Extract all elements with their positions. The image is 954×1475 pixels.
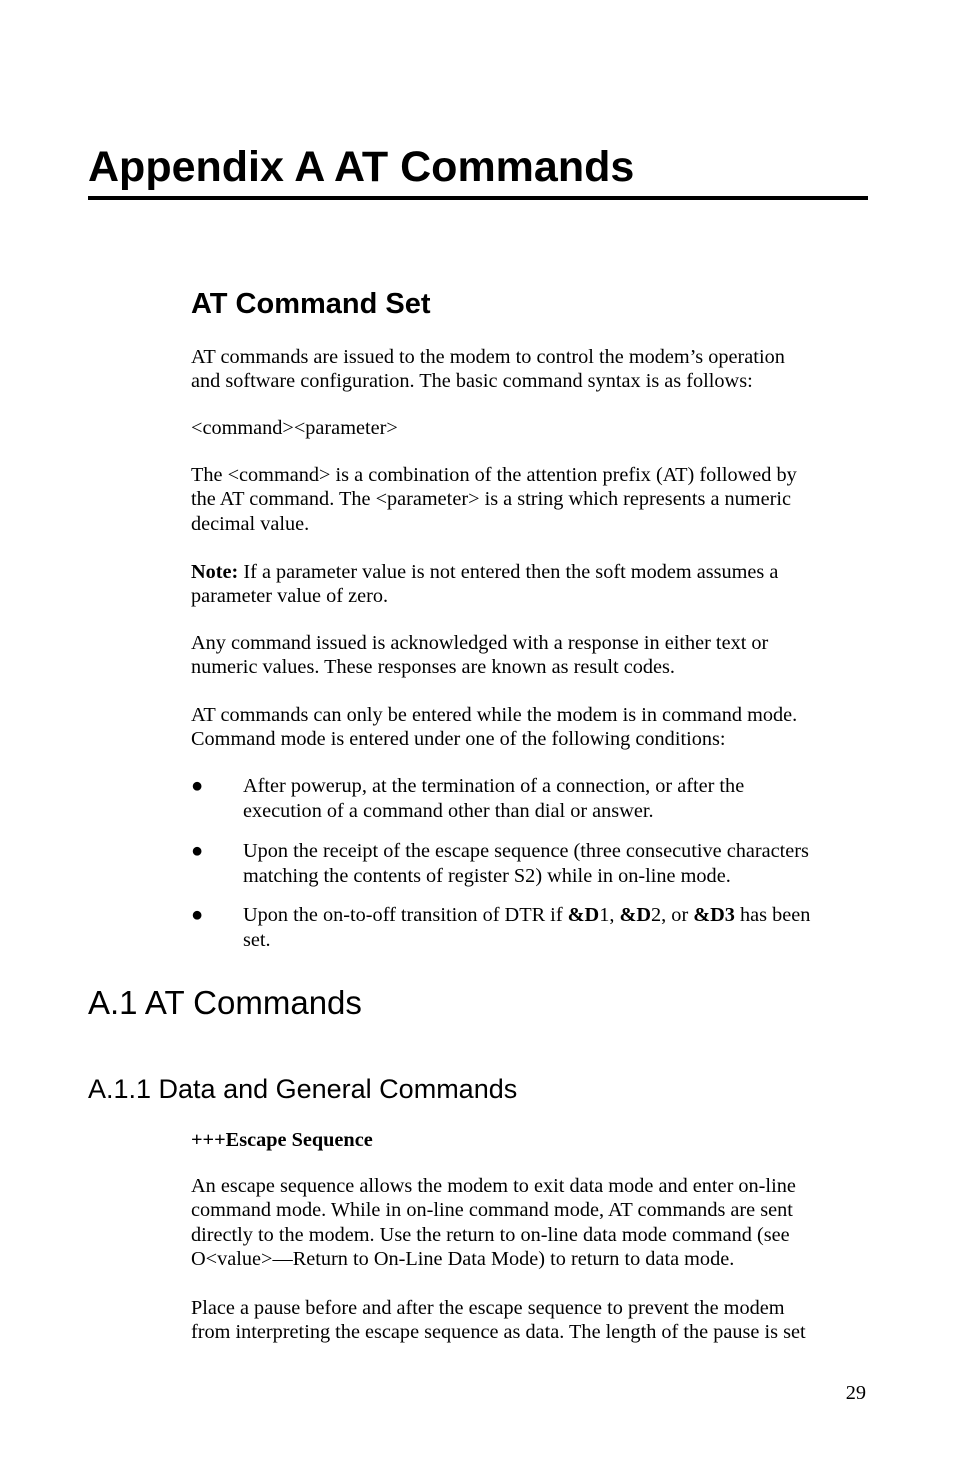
bullet-icon: ● bbox=[191, 904, 204, 926]
text-run: 1, bbox=[599, 904, 620, 926]
command-name: &D bbox=[567, 904, 600, 926]
text-line: execution of a command other than dial or answer. bbox=[243, 799, 654, 822]
text-line: An escape sequence allows the modem to exit data mode and enter on-line bbox=[191, 1175, 796, 1197]
text-line: Any command issued is acknowledged with a response in either text or bbox=[191, 632, 769, 654]
intro-paragraph-3 bbox=[191, 631, 861, 680]
text-line: <command><parameter> bbox=[191, 417, 398, 439]
note-label: Note: bbox=[191, 561, 239, 583]
text-line: directly to the modem. Use the return to on-line data mode command (see bbox=[191, 1223, 790, 1246]
bullet-text bbox=[243, 774, 863, 823]
text-line: O<value>—Return to On-Line Data Mode) to return to data mode. bbox=[191, 1247, 735, 1270]
text-line: matching the contents of register S2) while in on-line mode. bbox=[243, 864, 731, 887]
text-run: 2, or bbox=[651, 904, 694, 926]
text-line: Upon the receipt of the escape sequence (three consecutive characters bbox=[243, 840, 809, 862]
text-line: After powerup, at the termination of a connection, or after the bbox=[243, 775, 745, 797]
text-line: The <command> is a combination of the attention prefix (AT) followed by bbox=[191, 464, 797, 486]
escape-paragraph-1 bbox=[191, 1174, 861, 1271]
command-name: &D bbox=[619, 904, 652, 926]
bullet-text bbox=[243, 839, 863, 888]
text-line: Place a pause before and after the escape sequence to prevent the modem bbox=[191, 1297, 785, 1319]
intro-paragraph-4 bbox=[191, 703, 861, 752]
text-line: AT commands are issued to the modem to control the modem’s operation bbox=[191, 346, 785, 368]
text-line: decimal value. bbox=[191, 512, 310, 535]
text-line: command mode. While in on-line command mode, AT commands are sent bbox=[191, 1199, 793, 1222]
intro-paragraph-2 bbox=[191, 463, 861, 536]
text-line: +++Escape Sequence bbox=[191, 1129, 373, 1151]
text-run: Upon the on-to-off transition of DTR if bbox=[243, 904, 568, 926]
subsection-heading-a11: A.1.1 Data and General Commands bbox=[88, 1074, 518, 1104]
text-line: parameter value of zero. bbox=[191, 585, 389, 608]
text-line: numeric values. These responses are known as result codes. bbox=[191, 656, 675, 679]
page-number: 29 bbox=[845, 1382, 866, 1404]
text-run: has been bbox=[734, 904, 811, 926]
bullet-text bbox=[243, 903, 863, 952]
text-line: AT commands can only be entered while the modem is in command mode. bbox=[191, 704, 798, 726]
section-heading-a1: A.1 AT Commands bbox=[88, 984, 362, 1021]
text-line bbox=[191, 560, 861, 584]
text-line: and software configuration. The basic command syntax is as follows: bbox=[191, 370, 753, 393]
command-title bbox=[191, 1128, 861, 1152]
escape-paragraph-2 bbox=[191, 1296, 861, 1345]
command-name: &D3 bbox=[693, 904, 735, 926]
note-text: If a parameter value is not entered then the soft modem assumes a bbox=[238, 561, 779, 583]
text-line: Command mode is entered under one of the following conditions: bbox=[191, 728, 726, 751]
chapter-title: Appendix A AT Commands bbox=[88, 143, 635, 191]
bullet-icon: ● bbox=[191, 840, 204, 862]
text-line: set. bbox=[243, 928, 271, 951]
syntax-line bbox=[191, 416, 861, 440]
bullet-icon: ● bbox=[191, 775, 204, 797]
note-paragraph bbox=[191, 560, 861, 609]
intro-paragraph-1 bbox=[191, 345, 861, 394]
text-line: the AT command. The <parameter> is a string which represents a numeric bbox=[191, 488, 791, 511]
section-title: AT Command Set bbox=[191, 288, 431, 320]
text-line bbox=[243, 903, 863, 928]
text-line: from interpreting the escape sequence as data. The length of the pause is set bbox=[191, 1321, 806, 1344]
chapter-title-rule bbox=[88, 196, 868, 200]
